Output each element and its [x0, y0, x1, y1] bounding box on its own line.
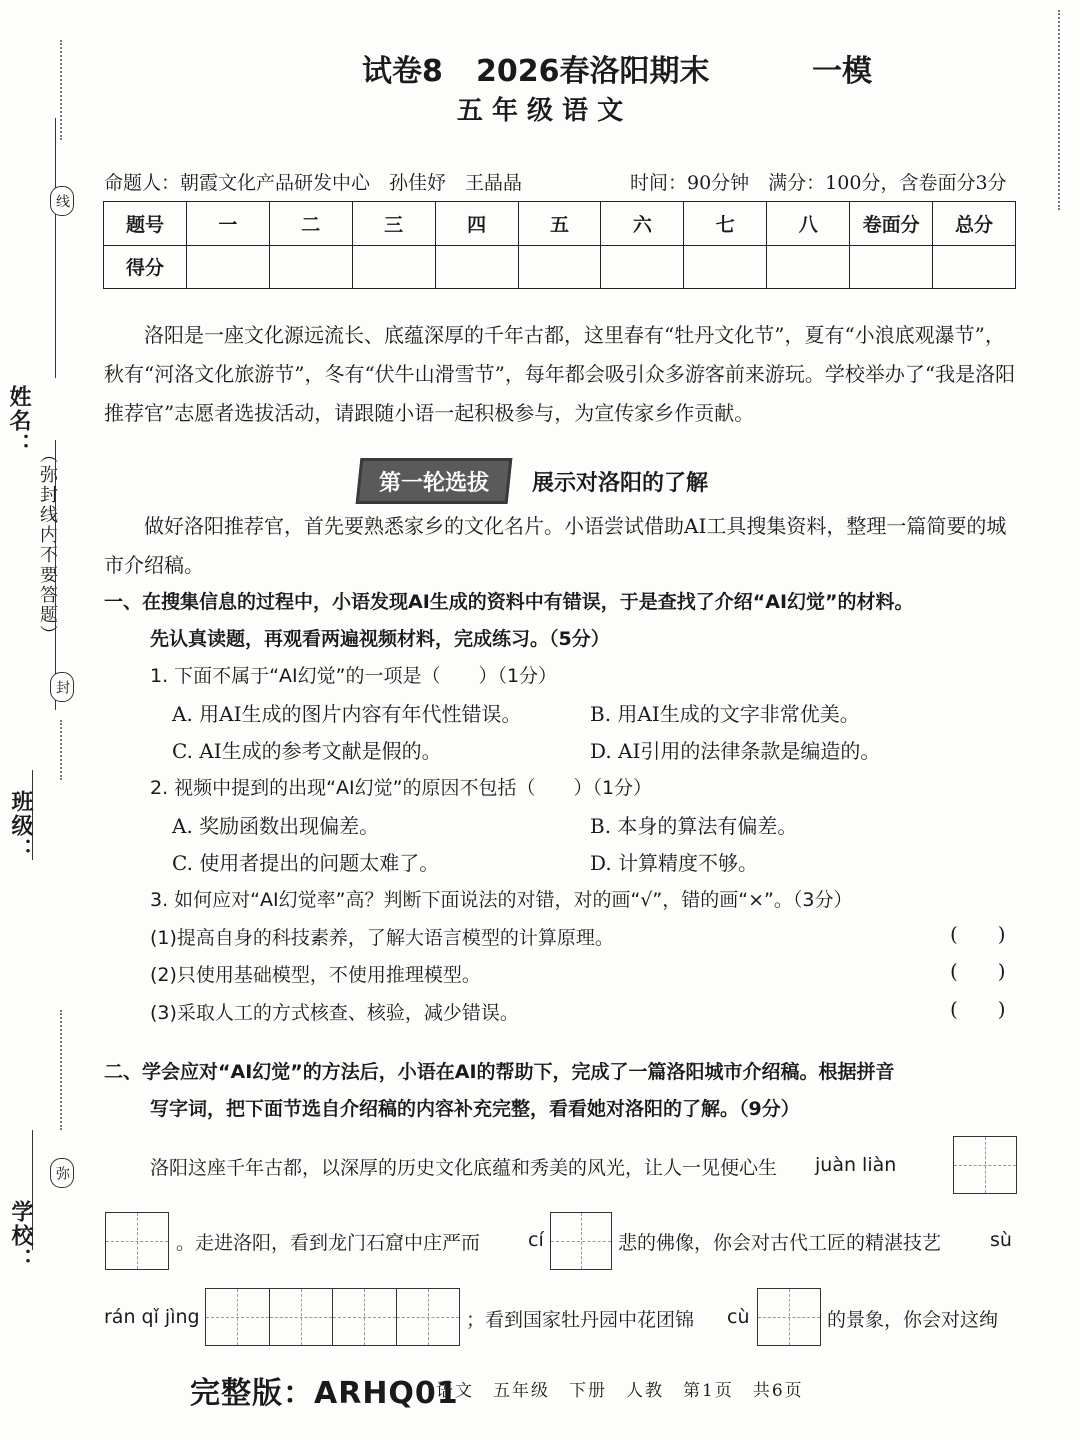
score-cell[interactable]: [601, 245, 684, 289]
part1-instruction-line2: 先认真读题，再观看两遍视频材料，完成练习。（5分）: [150, 628, 610, 650]
score-cell[interactable]: [518, 245, 601, 289]
q3-statement-2: (2)只使用基础模型，不使用推理模型。: [150, 964, 481, 986]
score-header-cell: 卷面分: [850, 202, 933, 246]
score-header-cell: 七: [684, 202, 767, 246]
answer-grid-ci[interactable]: [550, 1212, 612, 1270]
score-table: [103, 201, 1016, 289]
q1-option-a[interactable]: A. 用AI生成的图片内容有年代性错误。: [172, 702, 522, 726]
time-info: 时间：90分钟 满分：100分，含卷面分3分: [630, 172, 1007, 194]
pinyin-su: sù: [990, 1229, 1012, 1251]
score-row-label: 得分: [104, 245, 187, 289]
seal-mark-line: 线: [50, 186, 74, 216]
part2-instruction-line2: 写字词，把下面节选自介绍稿的内容补充完整，看看她对洛阳的了解。（9分）: [150, 1098, 800, 1120]
passage-text-1: 洛阳这座千年古都，以深厚的历史文化底蕴和秀美的风光，让人一见便心生: [150, 1157, 778, 1179]
q2-option-a[interactable]: A. 奖励函数出现偏差。: [172, 814, 380, 838]
pinyin-juanlian: juàn liàn: [815, 1154, 897, 1176]
question-3: 3. 如何应对“AI幻觉率”高？判断下面说法的对错，对的画“√”，错的画“×”。（3分）: [150, 889, 853, 911]
q2-option-d[interactable]: D. 计算精度不够。: [590, 851, 759, 875]
q3-answer-paren-1[interactable]: (): [950, 922, 1046, 946]
class-line: [32, 770, 33, 860]
section-banner: 第一轮选拔: [356, 458, 513, 504]
q3-answer-paren-2[interactable]: (): [950, 959, 1046, 983]
class-label: 班级：: [8, 790, 34, 862]
q2-option-b[interactable]: B. 本身的算法有偏差。: [590, 814, 798, 838]
name-label: 姓名：: [6, 385, 32, 457]
question-1: 1. 下面不属于“AI幻觉”的一项是（ ）（1分）: [150, 665, 558, 687]
score-header-cell: 题号: [104, 202, 187, 246]
pinyin-suranqijing: rán qǐ jìng: [104, 1306, 200, 1328]
pinyin-ci: cí: [528, 1229, 544, 1251]
score-header-cell: 六: [601, 202, 684, 246]
score-cell[interactable]: [767, 245, 850, 289]
school-label: 学校：: [8, 1200, 34, 1272]
answer-grid-juanlian-2[interactable]: [105, 1212, 169, 1270]
section-lead: 做好洛阳推荐官，首先要熟悉家乡的文化名片。小语尝试借助AI工具搜集资料，整理一篇简要的城市介绍稿。: [104, 514, 1007, 577]
title-left: 试卷8: [362, 54, 443, 89]
part1-instruction-line1: 一、在搜集信息的过程中，小语发现AI生成的资料中有错误，于是查找了介绍“AI幻觉”的材料。: [104, 591, 914, 613]
binding-dotted-low: [60, 1010, 62, 1130]
score-cell[interactable]: [186, 245, 269, 289]
score-header-cell: 三: [352, 202, 435, 246]
part2-instruction-line1: 二、学会应对“AI幻觉”的方法后，小语在AI的帮助下，完成了一篇洛阳城市介绍稿。根据拼音: [104, 1061, 895, 1083]
score-cell[interactable]: [435, 245, 518, 289]
score-cell[interactable]: [850, 245, 933, 289]
score-header-cell: 五: [518, 202, 601, 246]
seal-notice: （弥封线内不要答题）: [37, 445, 58, 645]
q1-option-c[interactable]: C. AI生成的参考文献是假的。: [172, 739, 442, 763]
passage-text-5: 的景象，你会对这绚: [827, 1309, 999, 1331]
q1-option-d[interactable]: D. AI引用的法律条款是编造的。: [590, 739, 881, 763]
score-header-cell: 总分: [933, 202, 1016, 246]
exam-subtitle: 五 年 级 语 文: [456, 96, 624, 126]
footer-code: 完整版：ARHQ01: [190, 1376, 459, 1411]
author-line: 命题人：朝霞文化产品研发中心 孙佳妤 王晶晶: [104, 172, 523, 194]
score-cell[interactable]: [269, 245, 352, 289]
score-header-cell: 八: [767, 202, 850, 246]
passage-text-2: 。走进洛阳，看到龙门石窟中庄严而: [176, 1232, 481, 1254]
seal-mark-seal: 封: [50, 672, 74, 702]
q3-statement-1: (1)提高自身的科技素养，了解大语言模型的计算原理。: [150, 927, 614, 949]
binding-dotted-mid: [60, 720, 62, 780]
question-2: 2. 视频中提到的出现“AI幻觉”的原因不包括（ ）（1分）: [150, 777, 653, 799]
title-right: 一模: [812, 54, 872, 89]
score-table-header-row: [104, 202, 1016, 246]
score-cell[interactable]: [352, 245, 435, 289]
footer-info: 语文 五年级 下册 人教 第1页 共6页: [436, 1381, 804, 1401]
answer-grid-suranqijing[interactable]: [205, 1288, 460, 1346]
exam-title: [0, 46, 1080, 90]
score-cell[interactable]: [684, 245, 767, 289]
score-header-cell: 四: [435, 202, 518, 246]
passage-text-4: ；看到国家牡丹园中花团锦: [466, 1309, 695, 1331]
seal-mark-mi: 弥: [50, 1158, 74, 1188]
answer-grid-cu[interactable]: [757, 1288, 821, 1346]
q1-option-b[interactable]: B. 用AI生成的文字非常优美。: [590, 702, 860, 726]
passage-text-3: 悲的佛像，你会对古代工匠的精湛技艺: [618, 1232, 942, 1254]
pinyin-cu: cù: [727, 1306, 750, 1328]
score-table-score-row: [104, 245, 1016, 289]
binding-line-top: [55, 118, 56, 378]
q3-answer-paren-3[interactable]: (): [950, 997, 1046, 1021]
score-header-cell: 一: [186, 202, 269, 246]
title-mid: 2026春洛阳期末: [476, 54, 710, 89]
q3-statement-3: (3)采取人工的方式核查、核验，减少错误。: [150, 1002, 519, 1024]
binding-line-mid: [55, 440, 56, 710]
score-header-cell: 二: [269, 202, 352, 246]
answer-grid-juanlian[interactable]: [953, 1136, 1017, 1194]
score-cell[interactable]: [933, 245, 1016, 289]
intro-paragraph: 洛阳是一座文化源远流长、底蕴深厚的千年古都，这里春有“牡丹文化节”，夏有“小浪底观瀑节”，秋有“河洛文化旅游节”，冬有“伏牛山滑雪节”，每年都会吸引众多游客前来游玩。学校举办了“我是洛阳推荐官”志愿者选拔活动，请跟随小语一起积极参与，为宣传家乡作贡献。: [104, 323, 1016, 425]
q2-option-c[interactable]: C. 使用者提出的问题太难了。: [172, 851, 440, 875]
section-heading: 展示对洛阳的了解: [532, 471, 709, 496]
